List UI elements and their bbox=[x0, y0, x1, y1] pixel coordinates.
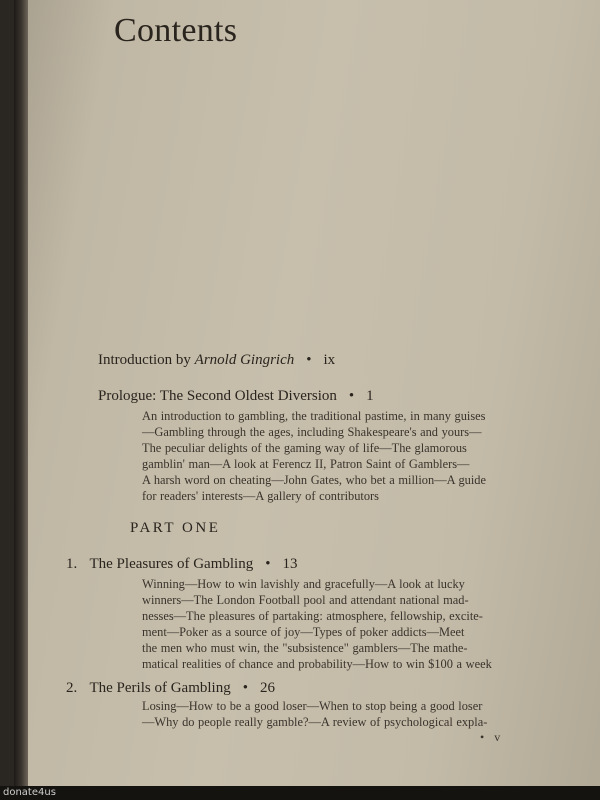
introduction-label: Introduction by bbox=[98, 352, 191, 368]
description-line: —Gambling through the ages, including Shakespeare's and yours— bbox=[142, 425, 482, 439]
page-title: Contents bbox=[114, 12, 238, 49]
prologue-title: Prologue: The Second Oldest Diversion bbox=[98, 388, 337, 404]
watermark-text: donate4us bbox=[0, 786, 600, 800]
description-line: The peculiar delights of the gaming way of life—The glamorous bbox=[142, 441, 467, 455]
description-line: An introduction to gambling, the traditional pastime, in many guises bbox=[142, 409, 486, 423]
description-line: Losing—How to be a good loser—When to stop being a good loser bbox=[142, 699, 483, 713]
folio-value: v bbox=[494, 730, 501, 744]
description-line: Winning—How to win lavishly and gracefully—A look at lucky bbox=[142, 577, 465, 591]
chapter-page: 26 bbox=[259, 680, 275, 696]
separator-dot: • bbox=[348, 388, 355, 404]
description-line: for readers' interests—A gallery of contributors bbox=[142, 489, 379, 503]
separator-dot: • bbox=[265, 556, 271, 572]
chapter-number: 1. bbox=[66, 556, 78, 572]
part-heading: PART ONE bbox=[130, 520, 221, 536]
prologue-description bbox=[142, 408, 486, 504]
chapter-page: 13 bbox=[282, 556, 298, 572]
chapter-title: The Perils of Gambling bbox=[89, 680, 231, 696]
description-line: gamblin' man—A look at Ferencz II, Patron Saint of Gamblers— bbox=[142, 457, 470, 471]
page-number bbox=[480, 730, 500, 745]
chapter-entry bbox=[66, 556, 297, 573]
book-page bbox=[14, 0, 600, 800]
chapter-number: 2. bbox=[66, 680, 78, 696]
description-line: winners—The London Football pool and attendant national mad- bbox=[142, 593, 469, 607]
description-line: the men who must win, the "subsistence" gamblers—The mathe- bbox=[142, 641, 468, 655]
chapter-description bbox=[142, 698, 487, 730]
description-line: matical realities of chance and probability—How to win $100 a week bbox=[142, 657, 492, 671]
separator-dot: • bbox=[480, 730, 485, 744]
chapter-description bbox=[142, 576, 492, 672]
introduction-page: ix bbox=[323, 352, 336, 368]
separator-dot: • bbox=[306, 352, 312, 368]
page-gutter bbox=[14, 0, 28, 800]
chapter-title: The Pleasures of Gambling bbox=[89, 556, 254, 572]
introduction-author: Arnold Gingrich bbox=[194, 352, 295, 368]
separator-dot: • bbox=[242, 680, 248, 696]
description-line: ment—Poker as a source of joy—Types of poker addicts—Meet bbox=[142, 625, 465, 639]
description-line: nesses—The pleasures of partaking: atmosphere, fellowship, excite- bbox=[142, 609, 483, 623]
prologue-entry bbox=[98, 388, 374, 405]
introduction-entry bbox=[98, 352, 335, 369]
description-line: —Why do people really gamble?—A review of psychological expla- bbox=[142, 715, 488, 729]
chapter-entry bbox=[66, 680, 275, 697]
prologue-page: 1 bbox=[366, 388, 374, 404]
description-line: A harsh word on cheating—John Gates, who bet a million—A guide bbox=[142, 473, 486, 487]
